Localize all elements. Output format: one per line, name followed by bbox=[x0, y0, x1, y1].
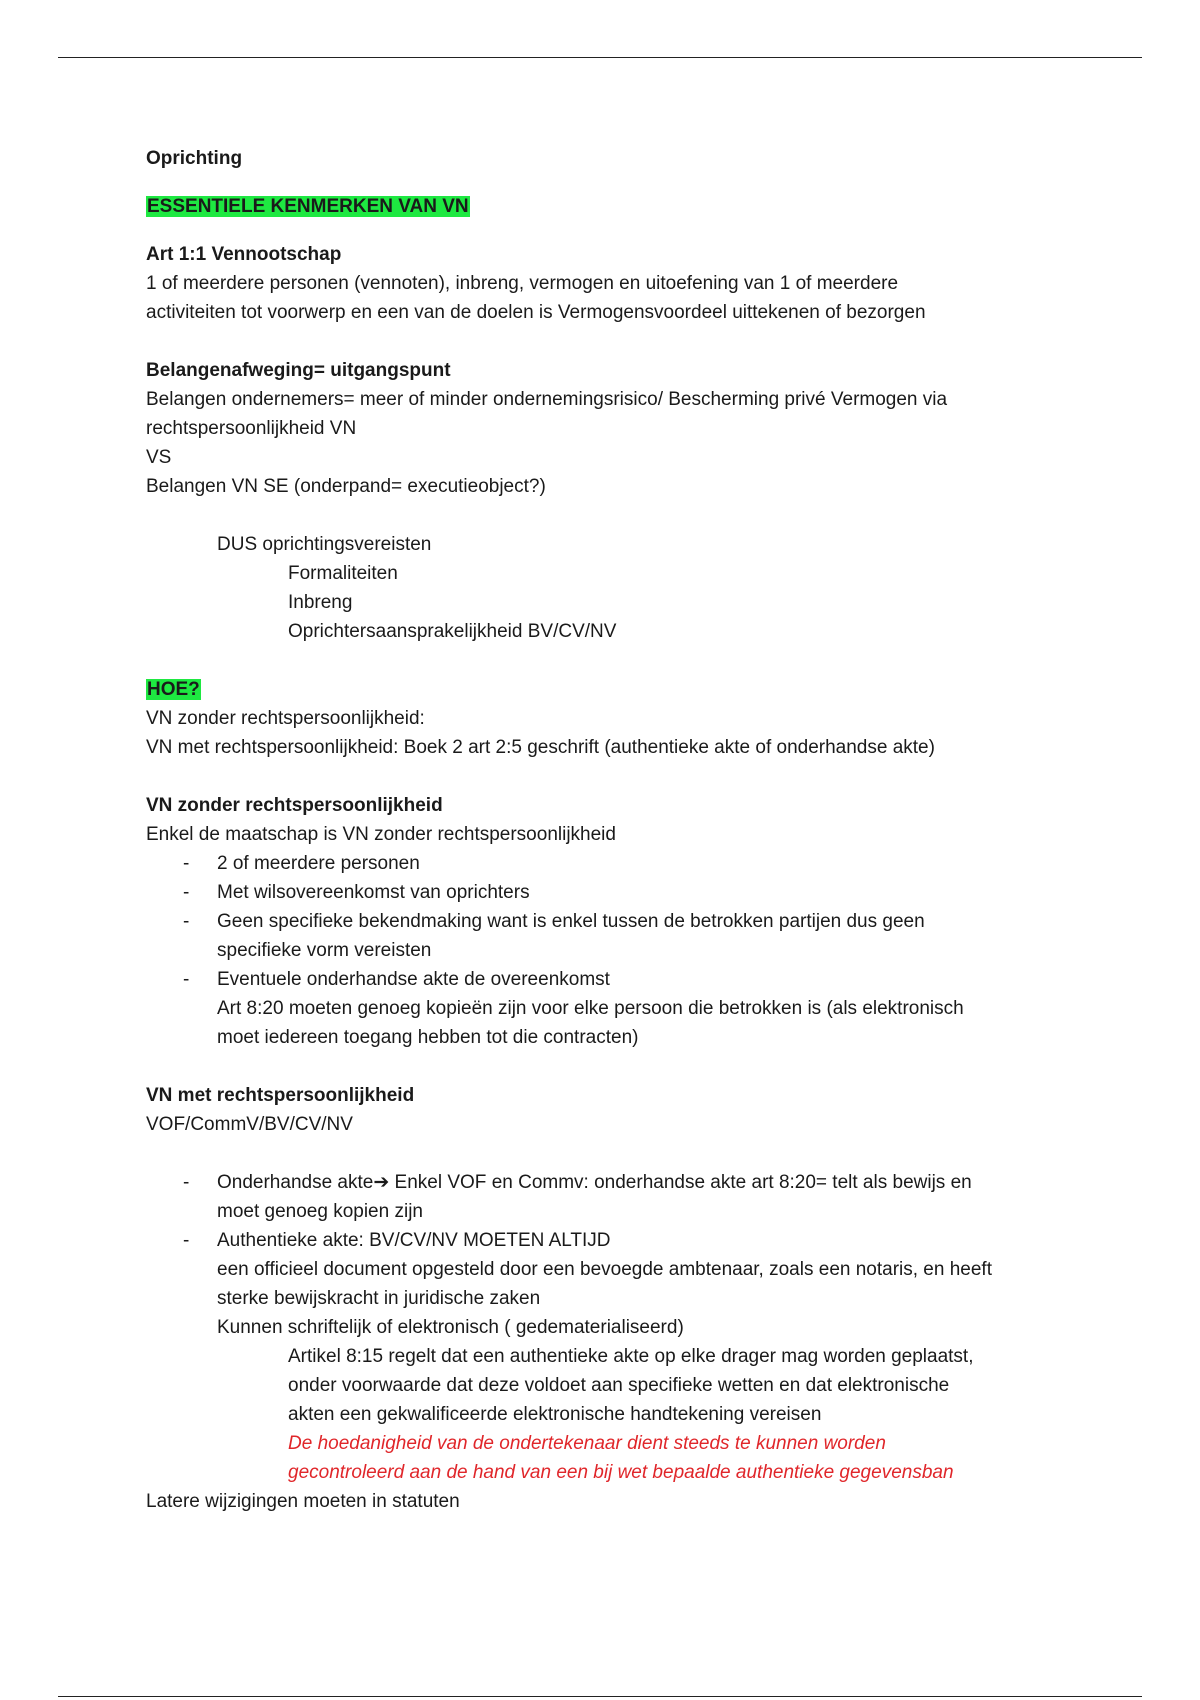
highlighted-heading-hoe: HOE? bbox=[147, 679, 200, 700]
list-item: - 2 of meerdere personen bbox=[146, 849, 1086, 878]
header-rule bbox=[58, 57, 1142, 58]
dus-item: Inbreng bbox=[288, 592, 353, 613]
hoe-line: VN zonder rechtspersoonlijkheid: bbox=[146, 708, 425, 729]
closing-line: Latere wijzigingen moeten in statuten bbox=[146, 1491, 460, 1512]
list-item: - Met wilsovereenkomst van oprichters bbox=[146, 878, 1086, 907]
dash-bullet: - bbox=[183, 853, 190, 874]
hoe-line: VN met rechtspersoonlijkheid: Boek 2 art 2:5 geschrift (authentieke akte of onderhandse akte) bbox=[146, 737, 935, 758]
dash-bullet: - bbox=[183, 1172, 190, 1193]
list-item: - Geen specifieke bekendmaking want is enkel tussen de betrokken partijen dus geen specifieke vorm vereisten bbox=[146, 907, 1086, 965]
met-forms: VOF/CommV/BV/CV/NV bbox=[146, 1114, 353, 1135]
belang-title: Belangenafweging= uitgangspunt bbox=[146, 360, 451, 381]
arrow-right-icon: ➔ bbox=[373, 1172, 390, 1193]
belang-line: Belangen VN SE (onderpand= executieobject?) bbox=[146, 476, 546, 497]
list-item: - Onderhandse akte➔ Enkel VOF en Commv: onderhandse akte art 8:20= telt als bewijs en moet genoeg kopien zijn bbox=[146, 1168, 1086, 1226]
dus-item: Formaliteiten bbox=[288, 563, 398, 584]
document-body bbox=[146, 144, 1086, 1516]
zonder-list bbox=[146, 849, 1086, 1052]
art-text-line: activiteiten tot voorwerp en een van de doelen is Vermogensvoordeel uittekenen of bezorgen bbox=[146, 302, 926, 323]
page-title: Oprichting bbox=[146, 148, 243, 169]
belang-line: Belangen ondernemers= meer of minder ondernemingsrisico/ Bescherming privé Vermogen via bbox=[146, 389, 948, 410]
dash-bullet: - bbox=[183, 911, 190, 932]
red-note-line: gecontroleerd aan de hand van een bij wet bepaalde authentieke gegevensban bbox=[288, 1462, 954, 1483]
met-list bbox=[146, 1168, 1086, 1342]
art-text-line: 1 of meerdere personen (vennoten), inbreng, vermogen en uitoefening van 1 of meerdere bbox=[146, 273, 899, 294]
dus-title: DUS oprichtingsvereisten bbox=[217, 534, 432, 555]
zonder-title: VN zonder rechtspersoonlijkheid bbox=[146, 795, 443, 816]
footer-rule bbox=[58, 1696, 1142, 1697]
artikel-line: Artikel 8:15 regelt dat een authentieke akte op elke drager mag worden geplaatst, bbox=[288, 1346, 974, 1367]
list-item: - Authentieke akte: BV/CV/NV MOETEN ALTIJD een officieel document opgesteld door een bevoegde ambtenaar, zoals een notaris, en heeft sterke bewijskracht in juridische zaken Kunnen schriftelijk of elektronisch ( gedematerialiseerd) bbox=[146, 1226, 1086, 1342]
dash-bullet: - bbox=[183, 1230, 190, 1251]
belang-line: rechtspersoonlijkheid VN bbox=[146, 418, 357, 439]
artikel-line: onder voorwaarde dat deze voldoet aan specifieke wetten en dat elektronische bbox=[288, 1375, 950, 1396]
belang-line: VS bbox=[146, 447, 172, 468]
met-title: VN met rechtspersoonlijkheid bbox=[146, 1085, 415, 1106]
red-note-line: De hoedanigheid van de ondertekenaar dient steeds te kunnen worden bbox=[288, 1433, 886, 1454]
zonder-intro: Enkel de maatschap is VN zonder rechtspersoonlijkheid bbox=[146, 824, 616, 845]
highlighted-heading-essentiele: ESSENTIELE KENMERKEN VAN VN bbox=[147, 196, 469, 217]
dash-bullet: - bbox=[183, 882, 190, 903]
list-item: - Eventuele onderhandse akte de overeenkomst Art 8:20 moeten genoeg kopieën zijn voor elke persoon die betrokken is (als elektronisch moet iedereen toegang hebben tot die contracten) bbox=[146, 965, 1086, 1052]
artikel-line: akten een gekwalificeerde elektronische handtekening vereisen bbox=[288, 1404, 822, 1425]
dus-item: Oprichtersaansprakelijkheid BV/CV/NV bbox=[288, 621, 617, 642]
dash-bullet: - bbox=[183, 969, 190, 990]
art-title: Art 1:1 Vennootschap bbox=[146, 244, 342, 265]
